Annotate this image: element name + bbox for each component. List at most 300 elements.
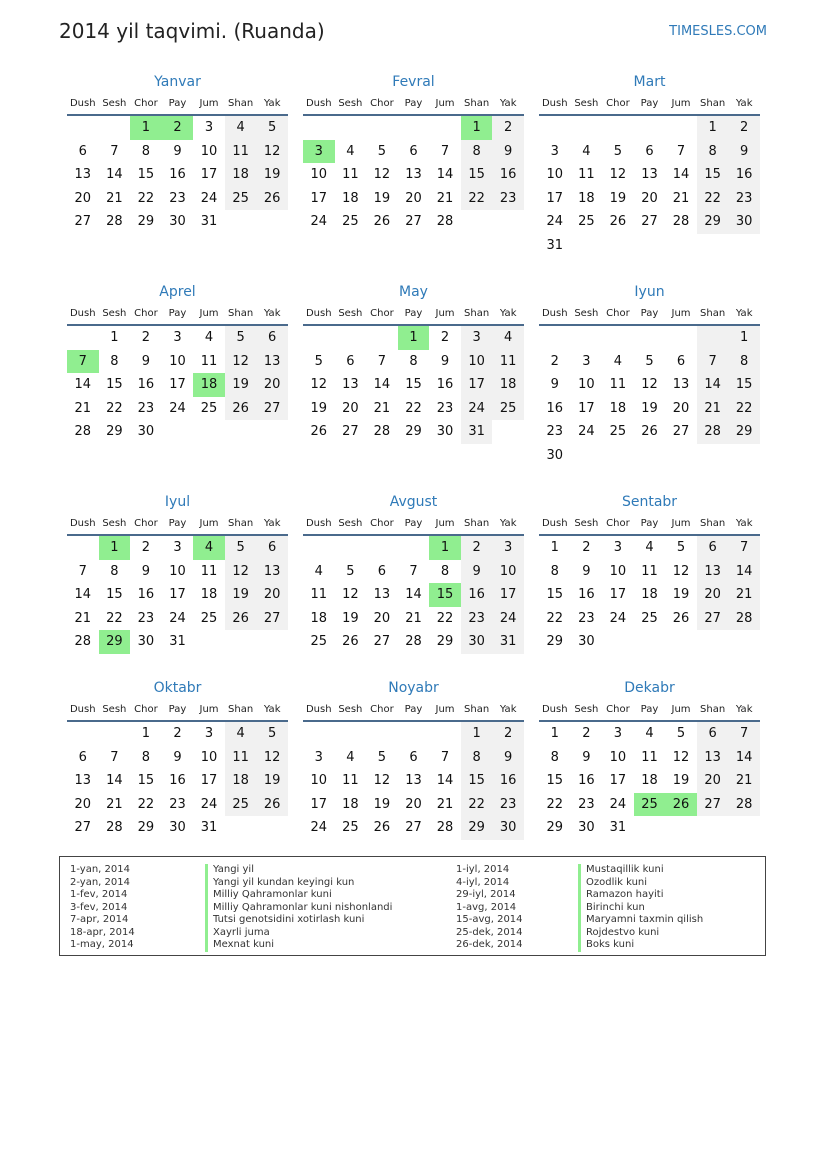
weekday-label: Shan xyxy=(464,308,490,319)
day-cell: 27 xyxy=(641,214,658,230)
legend-dates-left xyxy=(70,864,135,952)
day-cell: 2 xyxy=(582,540,591,555)
day-cell: 24 xyxy=(492,607,524,631)
day-cell: 17 xyxy=(578,400,595,416)
day-cell: 12 xyxy=(342,587,359,603)
day-cell: 17 xyxy=(609,773,627,789)
day-cell: 5 xyxy=(377,143,387,159)
day-cell: 8 xyxy=(141,143,151,159)
day-cell: 31 xyxy=(546,237,564,253)
day-cell: 23 xyxy=(137,400,155,416)
weekday-label: Dush xyxy=(541,98,568,109)
day-cell: 8 xyxy=(409,353,418,369)
day-cell: 23 xyxy=(169,190,186,206)
day-cell: 15 xyxy=(546,773,564,789)
weekday-label: Dush xyxy=(69,518,96,529)
month-name: Noyabr xyxy=(388,680,439,696)
day-cell: 12 xyxy=(373,773,391,789)
day-cell: 3 xyxy=(314,749,323,765)
day-cell: 25 xyxy=(200,400,218,416)
day-cell: 17 xyxy=(200,167,218,183)
day-cell: 5 xyxy=(676,726,686,741)
day-cell: 11 xyxy=(578,167,595,183)
weekday-label: Chor xyxy=(134,98,158,109)
day-cell: 18 xyxy=(200,587,218,603)
empty-cell xyxy=(335,116,367,140)
legend-date: 1-iyl, 2014 xyxy=(456,864,510,875)
day-cell: 7 xyxy=(440,143,450,159)
day-cell: 4 xyxy=(225,116,257,140)
day-cell: 19 xyxy=(256,163,288,187)
day-cell: 26 xyxy=(373,214,391,230)
month-calendar xyxy=(539,492,760,654)
day-cell: 7 xyxy=(409,563,418,579)
day-cell: 27 xyxy=(405,214,422,230)
day-cell: 2 xyxy=(550,353,559,369)
legend-date: 2-yan, 2014 xyxy=(70,876,130,888)
day-cell: 20 xyxy=(697,769,729,793)
weekday-label: Jum xyxy=(199,308,219,319)
day-cell: 30 xyxy=(578,634,595,650)
day-cell: 10 xyxy=(578,377,595,393)
day-cell: 30 xyxy=(578,820,595,836)
weekday-label: Pay xyxy=(168,704,187,715)
day-cell: 23 xyxy=(578,610,595,626)
day-cell: 15 xyxy=(697,163,729,187)
empty-cell xyxy=(665,326,697,350)
legend-holiday-name: Ozodlik kuni xyxy=(578,877,703,890)
day-cell: 3 xyxy=(492,536,524,560)
legend-date: 7-apr, 2014 xyxy=(70,914,129,925)
legend-holiday-name: Milliy Qahramonlar kuni nishonlandi xyxy=(205,902,392,915)
day-cell: 30 xyxy=(137,634,155,650)
day-cell: 20 xyxy=(256,373,288,397)
legend-date: 18-apr, 2014 xyxy=(70,926,135,938)
weekday-label: Sesh xyxy=(574,704,599,715)
day-cell: 20 xyxy=(74,796,92,812)
holiday-day-cell: 2 xyxy=(162,116,194,140)
weekday-label: Sesh xyxy=(102,518,127,529)
day-cell: 21 xyxy=(436,190,454,206)
day-cell: 19 xyxy=(225,583,257,607)
empty-cell xyxy=(366,722,398,746)
day-cell: 9 xyxy=(141,353,151,369)
day-cell: 26 xyxy=(672,610,690,626)
day-cell: 8 xyxy=(110,353,119,369)
day-cell: 14 xyxy=(436,167,454,183)
day-cell: 10 xyxy=(546,167,564,183)
day-cell: 30 xyxy=(546,447,564,463)
day-cell: 4 xyxy=(346,143,355,159)
weekday-label: Chor xyxy=(370,518,394,529)
weekday-label: Shan xyxy=(228,704,254,715)
day-cell: 21 xyxy=(74,400,92,416)
weekday-label: Jum xyxy=(671,704,691,715)
day-cell: 19 xyxy=(672,587,690,603)
weekday-label: Sesh xyxy=(574,98,599,109)
month-calendar xyxy=(303,678,524,840)
day-cell: 12 xyxy=(256,140,288,164)
day-cell: 25 xyxy=(342,214,359,230)
day-cell: 26 xyxy=(225,607,257,631)
day-grid xyxy=(303,326,524,444)
day-cell: 11 xyxy=(225,140,257,164)
day-cell: 22 xyxy=(728,397,760,421)
weekday-label: Chor xyxy=(134,518,158,529)
weekday-header xyxy=(539,92,760,116)
day-cell: 4 xyxy=(346,749,355,765)
day-cell: 10 xyxy=(310,773,328,789)
month-name: Aprel xyxy=(159,284,196,300)
weekday-label: Sesh xyxy=(102,308,127,319)
weekday-label: Shan xyxy=(464,98,490,109)
weekday-label: Jum xyxy=(199,98,219,109)
day-cell: 10 xyxy=(169,353,186,369)
day-cell: 17 xyxy=(609,587,627,603)
weekday-label: Sesh xyxy=(102,98,127,109)
legend-holiday-name: Mexnat kuni xyxy=(205,939,392,952)
weekday-label: Yak xyxy=(499,704,517,715)
day-cell: 4 xyxy=(204,330,214,345)
day-cell: 30 xyxy=(461,630,493,654)
day-cell: 31 xyxy=(492,630,524,654)
weekday-label: Chor xyxy=(606,308,630,319)
weekday-header xyxy=(539,512,760,536)
day-cell: 25 xyxy=(225,793,257,817)
weekday-label: Yak xyxy=(263,704,281,715)
day-cell: 7 xyxy=(728,722,760,746)
day-cell: 27 xyxy=(672,424,690,440)
day-cell: 13 xyxy=(342,377,359,393)
day-cell: 4 xyxy=(314,563,323,579)
day-cell: 28 xyxy=(74,634,92,650)
empty-cell xyxy=(67,326,99,350)
holiday-day-cell: 18 xyxy=(193,373,225,397)
weekday-label: Jum xyxy=(671,308,691,319)
day-cell: 29 xyxy=(461,816,493,840)
day-cell: 9 xyxy=(582,749,591,765)
day-cell: 24 xyxy=(310,214,328,230)
day-cell: 17 xyxy=(546,190,564,206)
day-cell: 10 xyxy=(310,167,328,183)
day-cell: 7 xyxy=(440,749,450,765)
day-cell: 13 xyxy=(256,560,288,584)
day-cell: 31 xyxy=(609,820,627,836)
day-cell: 21 xyxy=(728,583,760,607)
weekday-label: Chor xyxy=(606,518,630,529)
empty-cell xyxy=(335,536,367,560)
day-cell: 28 xyxy=(373,424,391,440)
day-cell: 9 xyxy=(173,749,182,765)
legend-date: 25-dek, 2014 xyxy=(456,926,523,938)
day-cell: 29 xyxy=(546,634,564,650)
day-cell: 21 xyxy=(728,769,760,793)
weekday-header xyxy=(303,302,524,326)
empty-cell xyxy=(429,116,461,140)
day-cell: 22 xyxy=(436,610,454,626)
day-cell: 12 xyxy=(672,749,690,765)
legend-date: 3-fev, 2014 xyxy=(70,901,128,913)
day-cell: 28 xyxy=(74,424,92,440)
empty-cell xyxy=(335,722,367,746)
day-cell: 16 xyxy=(436,377,454,393)
day-cell: 1 xyxy=(728,326,760,350)
day-cell: 2 xyxy=(141,540,151,555)
day-cell: 15 xyxy=(461,163,493,187)
day-cell: 15 xyxy=(405,377,422,393)
weekday-label: Sesh xyxy=(338,98,363,109)
weekday-label: Dush xyxy=(305,518,332,529)
month-name: May xyxy=(399,284,428,300)
day-cell: 18 xyxy=(578,190,595,206)
weekday-label: Sesh xyxy=(338,308,363,319)
day-cell: 24 xyxy=(546,214,564,230)
day-cell: 18 xyxy=(225,163,257,187)
month-name: Iyun xyxy=(634,284,665,300)
day-cell: 2 xyxy=(582,726,591,741)
day-cell: 16 xyxy=(492,163,524,187)
weekday-label: Chor xyxy=(134,704,158,715)
day-cell: 30 xyxy=(728,210,760,234)
month-calendar xyxy=(67,282,288,444)
day-cell: 20 xyxy=(256,583,288,607)
weekday-label: Yak xyxy=(499,98,517,109)
day-cell: 2 xyxy=(173,726,182,741)
day-cell: 19 xyxy=(310,400,328,416)
legend-holiday-name: Mustaqillik kuni xyxy=(578,864,703,877)
day-cell: 2 xyxy=(728,116,760,140)
weekday-label: Yak xyxy=(735,308,753,319)
month-calendar xyxy=(303,492,524,654)
day-cell: 13 xyxy=(697,746,729,770)
weekday-label: Yak xyxy=(735,518,753,529)
day-cell: 30 xyxy=(137,424,155,440)
day-grid xyxy=(67,536,288,654)
day-cell: 1 xyxy=(141,726,151,741)
day-cell: 2 xyxy=(141,330,151,345)
weekday-header xyxy=(67,698,288,722)
weekday-label: Yak xyxy=(263,98,281,109)
day-cell: 21 xyxy=(405,610,422,626)
day-cell: 7 xyxy=(78,563,87,579)
weekday-header xyxy=(303,512,524,536)
empty-cell xyxy=(398,116,430,140)
day-cell: 27 xyxy=(342,424,359,440)
day-cell: 22 xyxy=(137,796,155,812)
holiday-legend xyxy=(59,856,766,956)
day-cell: 11 xyxy=(200,353,218,369)
weekday-label: Pay xyxy=(168,518,187,529)
day-cell: 8 xyxy=(110,563,119,579)
day-cell: 11 xyxy=(641,563,658,579)
day-cell: 25 xyxy=(342,820,359,836)
day-cell: 28 xyxy=(728,793,760,817)
day-cell: 14 xyxy=(106,167,123,183)
holiday-day-cell: 1 xyxy=(461,116,493,140)
day-cell: 29 xyxy=(405,424,422,440)
day-cell: 7 xyxy=(110,749,119,765)
empty-cell xyxy=(571,326,603,350)
weekday-label: Yak xyxy=(499,308,517,319)
day-cell: 27 xyxy=(256,607,288,631)
day-cell: 21 xyxy=(672,190,690,206)
day-cell: 23 xyxy=(436,400,454,416)
empty-cell xyxy=(634,326,666,350)
day-grid xyxy=(67,326,288,444)
day-cell: 5 xyxy=(225,536,257,560)
day-cell: 4 xyxy=(645,726,654,741)
weekday-label: Dush xyxy=(541,518,568,529)
empty-cell xyxy=(99,116,131,140)
weekday-label: Shan xyxy=(700,98,726,109)
day-cell: 7 xyxy=(676,143,686,159)
day-cell: 31 xyxy=(461,420,493,444)
day-cell: 10 xyxy=(609,563,627,579)
day-cell: 3 xyxy=(461,326,493,350)
month-name: Fevral xyxy=(392,74,435,90)
day-cell: 24 xyxy=(310,820,328,836)
empty-cell xyxy=(303,116,335,140)
day-cell: 6 xyxy=(346,353,355,369)
day-cell: 3 xyxy=(204,120,214,135)
legend-names-left xyxy=(205,864,392,952)
weekday-label: Pay xyxy=(404,704,423,715)
day-cell: 30 xyxy=(492,816,524,840)
empty-cell xyxy=(303,536,335,560)
weekday-label: Yak xyxy=(735,98,753,109)
holiday-day-cell: 1 xyxy=(99,536,131,560)
day-grid xyxy=(303,536,524,654)
day-cell: 20 xyxy=(342,400,359,416)
day-cell: 15 xyxy=(461,769,493,793)
day-cell: 4 xyxy=(645,540,654,555)
weekday-label: Shan xyxy=(464,518,490,529)
day-cell: 23 xyxy=(137,610,155,626)
day-cell: 14 xyxy=(728,746,760,770)
weekday-label: Jum xyxy=(199,704,219,715)
empty-cell xyxy=(303,722,335,746)
day-cell: 6 xyxy=(409,143,418,159)
day-cell: 11 xyxy=(492,350,524,374)
holiday-day-cell: 25 xyxy=(634,793,666,817)
day-cell: 6 xyxy=(377,563,387,579)
day-cell: 26 xyxy=(256,187,288,211)
day-cell: 29 xyxy=(436,634,454,650)
empty-cell xyxy=(571,116,603,140)
weekday-label: Shan xyxy=(228,98,254,109)
day-cell: 3 xyxy=(613,726,623,741)
day-cell: 5 xyxy=(314,353,323,369)
legend-holiday-name: Milliy Qahramonlar kuni xyxy=(205,889,392,902)
day-grid xyxy=(539,116,760,258)
day-cell: 10 xyxy=(200,749,218,765)
day-cell: 25 xyxy=(609,424,627,440)
empty-cell xyxy=(398,722,430,746)
legend-date: 1-fev, 2014 xyxy=(70,889,128,900)
day-cell: 6 xyxy=(78,143,87,159)
day-cell: 19 xyxy=(342,610,359,626)
weekday-label: Jum xyxy=(435,308,455,319)
day-cell: 29 xyxy=(137,820,155,836)
day-cell: 27 xyxy=(74,214,92,230)
empty-cell xyxy=(366,536,398,560)
day-cell: 4 xyxy=(492,326,524,350)
weekday-label: Sesh xyxy=(574,518,599,529)
legend-holiday-name: Boks kuni xyxy=(578,939,703,952)
weekday-label: Dush xyxy=(69,704,96,715)
day-cell: 20 xyxy=(697,583,729,607)
day-cell: 3 xyxy=(582,353,591,369)
day-cell: 15 xyxy=(137,167,155,183)
day-cell: 21 xyxy=(697,397,729,421)
day-cell: 14 xyxy=(728,560,760,584)
day-cell: 6 xyxy=(78,749,87,765)
day-cell: 23 xyxy=(492,187,524,211)
day-cell: 21 xyxy=(373,400,391,416)
day-cell: 28 xyxy=(106,214,123,230)
day-cell: 31 xyxy=(200,214,218,230)
day-cell: 2 xyxy=(461,536,493,560)
day-cell: 16 xyxy=(578,587,595,603)
weekday-label: Yak xyxy=(735,704,753,715)
legend-holiday-name: Yangi yil xyxy=(205,864,392,877)
day-cell: 6 xyxy=(409,749,418,765)
day-cell: 11 xyxy=(342,167,359,183)
day-cell: 9 xyxy=(461,560,493,584)
empty-cell xyxy=(398,536,430,560)
weekday-label: Pay xyxy=(640,98,659,109)
month-name: Sentabr xyxy=(621,494,678,510)
weekday-label: Shan xyxy=(700,308,726,319)
day-cell: 24 xyxy=(609,796,627,812)
day-cell: 17 xyxy=(492,583,524,607)
day-cell: 8 xyxy=(461,746,493,770)
weekday-label: Dush xyxy=(541,308,568,319)
day-cell: 12 xyxy=(641,377,658,393)
month-name: Dekabr xyxy=(624,680,675,696)
day-cell: 5 xyxy=(377,749,387,765)
day-cell: 14 xyxy=(74,587,92,603)
month-name: Oktabr xyxy=(153,680,202,696)
day-cell: 5 xyxy=(645,353,654,369)
day-cell: 5 xyxy=(613,143,623,159)
legend-names-right xyxy=(578,864,703,952)
weekday-label: Pay xyxy=(404,518,423,529)
day-cell: 18 xyxy=(492,373,524,397)
day-cell: 17 xyxy=(200,773,218,789)
day-cell: 7 xyxy=(110,143,119,159)
day-cell: 18 xyxy=(641,773,658,789)
day-cell: 3 xyxy=(204,726,214,741)
empty-cell xyxy=(303,326,335,350)
day-cell: 22 xyxy=(106,400,123,416)
day-cell: 13 xyxy=(672,377,690,393)
month-name: Yanvar xyxy=(154,74,201,90)
day-cell: 1 xyxy=(697,116,729,140)
empty-cell xyxy=(602,116,634,140)
day-cell: 25 xyxy=(225,187,257,211)
site-link[interactable]: TIMESLES.COM xyxy=(669,24,767,39)
empty-cell xyxy=(539,116,571,140)
day-grid xyxy=(539,326,760,468)
day-cell: 5 xyxy=(256,722,288,746)
holiday-day-cell: 7 xyxy=(67,350,99,374)
weekday-label: Pay xyxy=(640,704,659,715)
day-cell: 22 xyxy=(405,400,422,416)
holiday-day-cell: 29 xyxy=(99,630,131,654)
day-cell: 18 xyxy=(641,587,658,603)
day-cell: 27 xyxy=(373,634,391,650)
